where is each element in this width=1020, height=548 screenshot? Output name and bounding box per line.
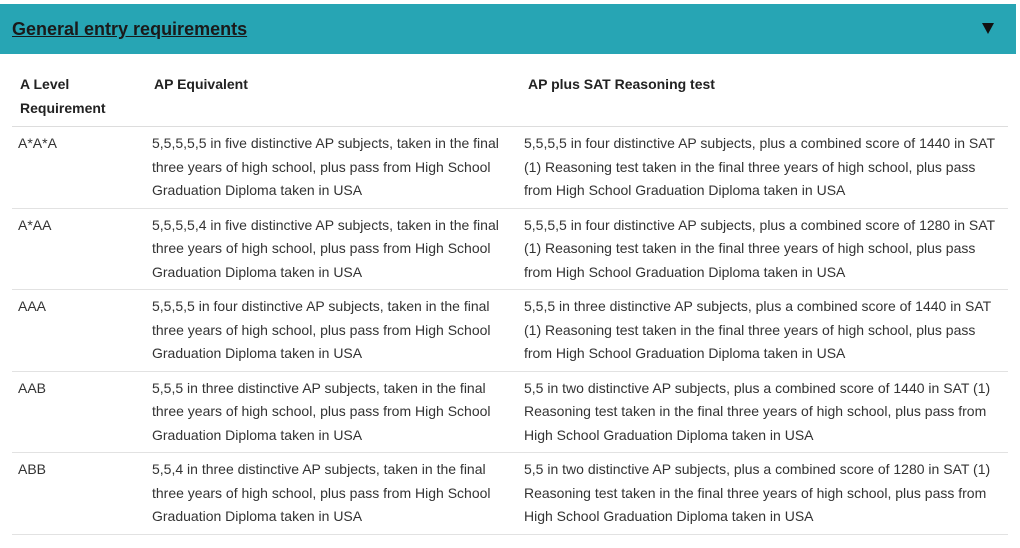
ap-equivalent-cell: 5,5,4 in three distinctive AP subjects, taken in the final three years of high school, plus pass from High School Graduation Diploma taken in USA <box>146 453 518 535</box>
a-level-cell: A*AA <box>12 208 146 290</box>
requirements-table-container <box>12 68 1008 535</box>
a-level-cell: AAB <box>12 371 146 453</box>
requirements-table <box>12 68 1008 535</box>
ap-sat-cell: 5,5 in two distinctive AP subjects, plus a combined score of 1440 in SAT (1) Reasoning test taken in the final three years of high school, plus pass from High School Graduation Diploma taken in USA <box>518 371 1008 453</box>
table-row <box>12 453 1008 535</box>
ap-sat-cell: 5,5 in two distinctive AP subjects, plus a combined score of 1280 in SAT (1) Reasoning test taken in the final three years of high school, plus pass from High School Graduation Diploma taken in USA <box>518 453 1008 535</box>
accordion-title[interactable]: General entry requirements <box>12 19 248 39</box>
a-level-cell: ABB <box>12 453 146 535</box>
column-header-ap-sat: AP plus SAT Reasoning test <box>518 68 1008 127</box>
column-header-ap-equivalent: AP Equivalent <box>146 68 518 127</box>
table-row <box>12 127 1008 209</box>
ap-equivalent-cell: 5,5,5,5,5 in five distinctive AP subjects, taken in the final three years of high school, plus pass from High School Graduation Diploma taken in USA <box>146 127 518 209</box>
accordion-header[interactable] <box>0 4 1016 54</box>
table-row <box>12 290 1008 372</box>
ap-sat-cell: 5,5,5,5 in four distinctive AP subjects, plus a combined score of 1440 in SAT (1) Reasoning test taken in the final three years of high school, plus pass from High School Graduation Diploma taken in USA <box>518 127 1008 209</box>
ap-equivalent-cell: 5,5,5,5 in four distinctive AP subjects, taken in the final three years of high school, plus pass from High School Graduation Diploma taken in USA <box>146 290 518 372</box>
ap-equivalent-cell: 5,5,5,5,4 in five distinctive AP subjects, taken in the final three years of high school, plus pass from High School Graduation Diploma taken in USA <box>146 208 518 290</box>
a-level-cell: AAA <box>12 290 146 372</box>
table-row <box>12 371 1008 453</box>
triangle-down-icon[interactable] <box>980 20 996 36</box>
ap-equivalent-cell: 5,5,5 in three distinctive AP subjects, taken in the final three years of high school, plus pass from High School Graduation Diploma taken in USA <box>146 371 518 453</box>
column-header-a-level: A Level Requirement <box>12 68 146 127</box>
a-level-cell: A*A*A <box>12 127 146 209</box>
ap-sat-cell: 5,5,5 in three distinctive AP subjects, plus a combined score of 1440 in SAT (1) Reasoning test taken in the final three years of high school, plus pass from High School Graduation Diploma taken in USA <box>518 290 1008 372</box>
table-row <box>12 208 1008 290</box>
table-header-row <box>12 68 1008 127</box>
ap-sat-cell: 5,5,5,5 in four distinctive AP subjects, plus a combined score of 1280 in SAT (1) Reasoning test taken in the final three years of high school, plus pass from High School Graduation Diploma taken in USA <box>518 208 1008 290</box>
